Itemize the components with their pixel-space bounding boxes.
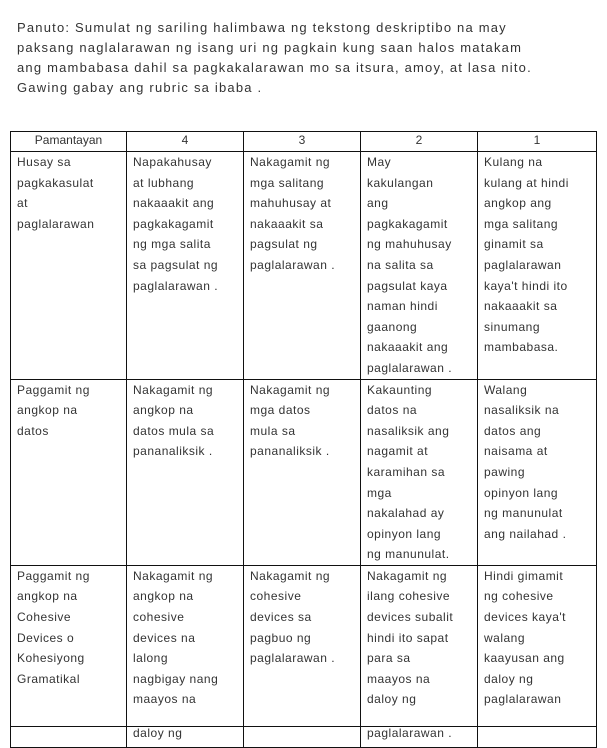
cell-text-line: kulang at hindi: [484, 175, 569, 190]
cell-text-line: ng cohesive: [484, 589, 554, 604]
rubric-table: [10, 131, 597, 748]
rubric-header-row: [11, 132, 597, 152]
rubric-cell-criterion: [11, 379, 127, 565]
cell-text-line: pagkakagamit: [133, 216, 214, 231]
cell-text-line: sinumang: [484, 319, 541, 334]
cell-text-line: Cohesive: [17, 610, 72, 625]
cell-text-line: Kakaunting: [367, 382, 433, 397]
rubric-row: [11, 152, 597, 380]
header-pamantayan: Pamantayan: [11, 132, 127, 152]
cell-text-line: Nakagamit ng: [133, 568, 214, 583]
rubric-cell-score-2: [361, 565, 478, 726]
cell-text-line: angkop na: [17, 403, 78, 418]
cell-text-line: devices subalit: [367, 610, 454, 625]
cell-text-line: na salita sa: [367, 257, 434, 272]
cell-text-line: kakulangan: [367, 175, 434, 190]
cell-text-line: angkop ang: [484, 196, 552, 211]
header-score-1: 1: [478, 132, 597, 152]
rubric-cell-score-2: [361, 152, 478, 380]
cell-text-line: mga salitang: [250, 175, 325, 190]
cell-text-line: pagkakasulat: [17, 175, 94, 190]
cell-text-line: nakaaakit ang: [367, 340, 449, 355]
cell-text-line: walang: [484, 630, 526, 645]
cell-text-line: nakalahad ay: [367, 506, 445, 521]
cell-text-line: mahuhusay at: [250, 196, 332, 211]
header-score-3: 3: [244, 132, 361, 152]
rubric-cell-score-4: [127, 152, 244, 380]
cell-text-line: paglalarawan: [484, 692, 562, 707]
cell-text-line: pagbuo ng: [250, 630, 312, 645]
cell-text-line: kaya't hindi ito: [484, 278, 568, 293]
cell-text-line: daloy ng: [484, 671, 534, 686]
rubric-cell-score-1: [478, 726, 597, 748]
cell-text-line: nakaaakit sa: [250, 216, 324, 231]
rubric-cell-score-2: [361, 379, 478, 565]
cell-text-line: pagsulat ng: [250, 237, 318, 252]
rubric-cell-score-3: [244, 379, 361, 565]
rubric-cell-score-3: [244, 726, 361, 748]
cell-text-line: mga salitang: [484, 216, 559, 231]
instruction-line: Panuto: Sumulat ng sariling halimbawa ng tekstong deskriptibo na may: [17, 20, 507, 35]
rubric-row: [11, 379, 597, 565]
cell-text-line: mga datos: [250, 403, 311, 418]
cell-text-line: paglalarawan: [17, 216, 95, 231]
cell-text-line: cohesive: [133, 610, 185, 625]
cell-text-line: Kohesiyong: [17, 651, 85, 666]
cell-text-line: nagbigay nang: [133, 671, 219, 686]
rubric-cell-score-4: [127, 565, 244, 726]
cell-text-line: Kulang na: [484, 155, 543, 169]
cell-text-line: gaanong: [367, 319, 418, 334]
cell-text-line: ilang cohesive: [367, 589, 451, 604]
cell-text-line: mga: [367, 485, 392, 500]
rubric-cell-criterion: [11, 152, 127, 380]
rubric-row: [11, 726, 597, 748]
cell-text-line: Paggamit ng: [17, 382, 90, 397]
cell-text-line: sa pagsulat ng: [133, 257, 219, 272]
cell-text-line: devices na: [133, 630, 196, 645]
cell-text-line: ang: [367, 196, 389, 211]
cell-text-line: datos mula sa: [133, 423, 215, 438]
cell-text-line: datos na: [367, 403, 418, 418]
header-score-2: 2: [361, 132, 478, 152]
cell-text-line: para sa: [367, 651, 411, 666]
rubric-cell-score-2: [361, 726, 478, 748]
cell-text-line: Nakagamit ng: [133, 382, 214, 397]
instruction-line: ang mambabasa dahil sa pagkakalarawan mo sa itsura, amoy, at lasa nito.: [17, 60, 532, 75]
rubric-cell-score-1: [478, 379, 597, 565]
cell-text-line: paglalarawan: [484, 257, 562, 272]
cell-text-line: paglalarawan .: [250, 257, 336, 272]
cell-text-line: datos: [17, 423, 49, 438]
cell-text-line: paglalarawan .: [133, 278, 219, 293]
cell-text-line: pagsulat kaya: [367, 278, 448, 293]
cell-text-line: lalong: [133, 651, 169, 666]
cell-text-line: ng manunulat.: [367, 547, 450, 562]
cell-text-line: nasaliksik ang: [367, 423, 450, 438]
cell-text-line: kaayusan ang: [484, 651, 565, 666]
cell-text-line: cohesive: [250, 589, 302, 604]
rubric-cell-criterion: [11, 565, 127, 726]
cell-text-line: hindi ito sapat: [367, 630, 449, 645]
rubric-cell-score-3: [244, 565, 361, 726]
cell-text-line: Nakagamit ng: [367, 568, 448, 583]
cell-text-line: pagkakagamit: [367, 216, 448, 231]
cell-text-line: Hindi gimamit: [484, 568, 564, 583]
cell-text-line: Paggamit ng: [17, 568, 90, 583]
cell-text-line: nakaaakit ang: [133, 196, 215, 211]
cell-text-line: May: [367, 155, 392, 169]
cell-text-line: ng mga salita: [133, 237, 211, 252]
cell-text-line: Nakagamit ng: [250, 155, 331, 169]
cell-text-line: angkop na: [133, 589, 194, 604]
cell-text-line: at lubhang: [133, 175, 195, 190]
rubric-row: [11, 565, 597, 726]
cell-text-line: datos ang: [484, 423, 542, 438]
cell-text-line: angkop na: [133, 403, 194, 418]
instruction-line: Gawing gabay ang rubric sa ibaba .: [17, 80, 263, 95]
cell-text-line: Husay sa: [17, 155, 72, 169]
cell-text-line: Nakagamit ng: [250, 568, 331, 583]
cell-text-line: ang nailahad .: [484, 526, 567, 541]
rubric-cell-score-4: [127, 726, 244, 748]
cell-text-line: devices kaya't: [484, 610, 566, 625]
cell-text-line: nakaaakit sa: [484, 299, 558, 314]
rubric-cell-score-3: [244, 152, 361, 380]
cell-text-line: paglalarawan .: [367, 360, 453, 375]
cell-text-line: naman hindi: [367, 299, 438, 314]
cell-text-line: opinyon lang: [367, 526, 442, 541]
cell-text-line: ginamit sa: [484, 237, 544, 252]
cell-text-line: Napakahusay: [133, 155, 212, 169]
rubric-cell-score-4: [127, 379, 244, 565]
cell-text-line: ng mahuhusay: [367, 237, 452, 252]
cell-text-line: karamihan sa: [367, 464, 446, 479]
cell-text-line: paglalarawan .: [367, 725, 453, 740]
cell-text-line: Nakagamit ng: [250, 382, 331, 397]
cell-text-line: Walang: [484, 382, 528, 397]
cell-text-line: mula sa: [250, 423, 296, 438]
rubric-cell-criterion: [11, 726, 127, 748]
cell-text-line: pawing: [484, 464, 526, 479]
cell-text-line: daloy ng: [133, 725, 183, 740]
cell-text-line: Gramatikal: [17, 671, 81, 686]
header-score-4: 4: [127, 132, 244, 152]
cell-text-line: at: [17, 196, 29, 211]
cell-text-line: daloy ng: [367, 692, 417, 707]
cell-text-line: devices sa: [250, 610, 312, 625]
cell-text-line: pananaliksik .: [133, 444, 213, 459]
cell-text-line: paglalarawan .: [250, 651, 336, 666]
cell-text-line: ng manunulat: [484, 506, 563, 521]
instructions-block: [17, 18, 597, 98]
cell-text-line: angkop na: [17, 589, 78, 604]
cell-text-line: maayos na: [133, 692, 197, 707]
instruction-line: paksang naglalarawan ng isang uri ng pagkain kung saan halos matakam: [17, 40, 523, 55]
rubric-cell-score-1: [478, 565, 597, 726]
cell-text-line: nasaliksik na: [484, 403, 560, 418]
cell-text-line: pananaliksik .: [250, 444, 330, 459]
cell-text-line: maayos na: [367, 671, 431, 686]
cell-text-line: nagamit at: [367, 444, 429, 459]
rubric-cell-score-1: [478, 152, 597, 380]
cell-text-line: mambabasa.: [484, 340, 559, 355]
cell-text-line: Devices o: [17, 630, 75, 645]
cell-text-line: opinyon lang: [484, 485, 559, 500]
cell-text-line: naisama at: [484, 444, 548, 459]
